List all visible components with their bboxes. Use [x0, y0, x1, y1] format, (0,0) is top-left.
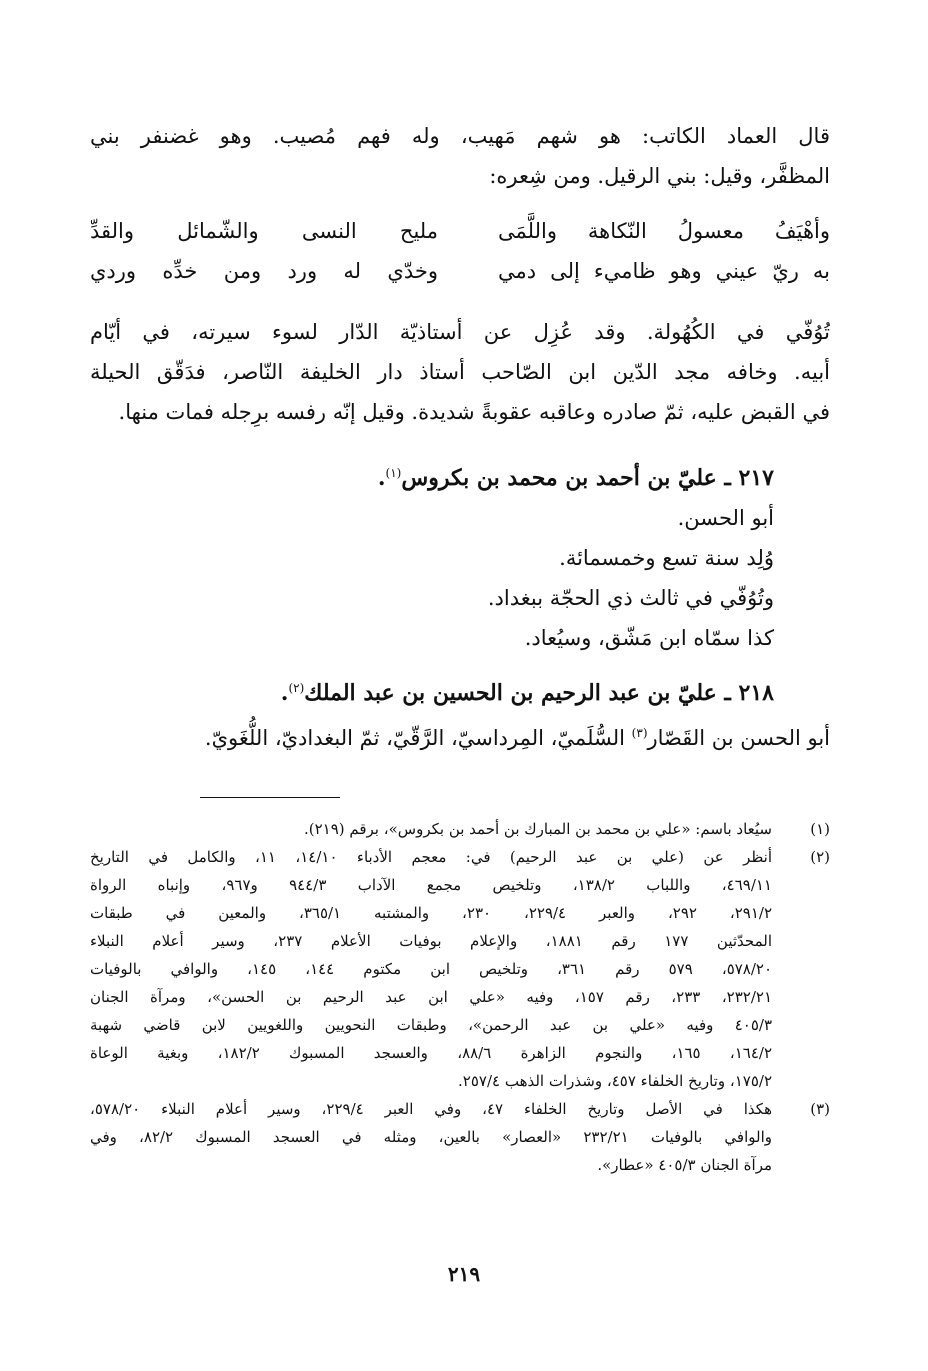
intro-line: المظفَّر، وقيل: بني الرقيل. ومن شِعره:: [489, 164, 830, 188]
entry-heading-end: .: [280, 680, 289, 706]
footnote-line: مرآة الجنان ٤٠٥/٣ «عطار».: [597, 1156, 772, 1174]
bio-paragraph: [90, 312, 830, 432]
entry-217: [90, 453, 830, 658]
footnote-line: أنظر عن (علي بن عبد الرحيم) في: معجم الأدباء ١٤/١٠، ١١، والكامل في التاريخ: [90, 848, 772, 866]
entry-heading-text: ٢١٨ ـ عليّ بن عبد الرحيم بن الحسين بن عبد الملك: [304, 680, 774, 706]
entry-heading-end: .: [377, 465, 386, 491]
entry-line: وتُوُفّي في ثالث ذي الحجّة ببغداد.: [487, 586, 774, 610]
page-number: ٢١٩: [447, 1262, 481, 1286]
footnote-number: (١): [810, 820, 830, 838]
entry-218: [90, 668, 830, 758]
bio-line: تُوُفّي في الكُهُولة. وقد عُزِل عن أستاذيّة الدّار لسوء سيرته، في أيّام: [90, 320, 830, 344]
entry-heading: [90, 668, 830, 713]
entry-line-text: السُّلَميّ، المِرداسيّ، الرَّقّيّ، ثمّ البغداديّ، اللُّغَويّ.: [204, 726, 632, 750]
footnote-line: ٢٣٢/٢١، ٢٣٣، رقم ١٥٧، وفيه «علي ابن عبد الرحيم بن الحسن»، ومرآة الجنان: [90, 988, 772, 1006]
footnote-line: المحدّثين ١٧٧ رقم ١٨٨١، والإعلام بوفيات الأعلام ٢٣٧، وسير أعلام النبلاء: [90, 932, 772, 950]
footnote-number: (٢): [810, 848, 830, 866]
bio-line: أبيه. وخافه مجد الدّين ابن الصّاحب أستاذ دار الخليفة النّاصر، فدَقّق الحيلة: [90, 360, 830, 384]
footnotes: [90, 815, 830, 1179]
footnote-line: هكذا في الأصل وتاريخ الخلفاء ٤٧، وفي العبر ٢٢٩/٤، وسير أعلام النبلاء ٥٧٨/٢٠،: [90, 1100, 772, 1118]
footnote-number: (٣): [810, 1100, 830, 1118]
verse-first-hemistich: وأهْيَفُ معسولُ النّكاهة واللَّمَى: [498, 219, 830, 243]
entry-line: وُلِد سنة تسع وخمسمائة.: [559, 546, 774, 570]
footnote-line: ٥٧٨/٢٠، ٥٧٩ رقم ٣٦١، وتلخيص ابن مكتوم ١٤٤، ١٤٥، والوافي بالوفيات: [90, 960, 772, 978]
footnote-marker: (٣): [631, 726, 648, 740]
footnote-marker: (١): [385, 466, 402, 480]
entry-line-text: أبو الحسن بن القَصّار: [647, 726, 830, 750]
footnote-line: ١٧٥/٢، وتاريخ الخلفاء ٤٥٧، وشذرات الذهب ٢٥٧/٤.: [458, 1072, 772, 1090]
verse-first-hemistich: به ريّ عيني وهو ظاميء إلى دمي: [498, 259, 830, 283]
footnote-line: والوافي بالوفيات ٢٣٢/٢١ «العصار» بالعين، ومثله في العسجد المسبوك ٨٢/٢، وفي: [90, 1128, 772, 1146]
footnote: [90, 815, 830, 843]
verse-line: [90, 251, 830, 291]
intro-line: قال العماد الكاتب: هو شهم مَهيب، وله فهم مُصيب. وهو غضنفر بني: [90, 124, 830, 148]
poem: [90, 211, 830, 291]
bio-line: في القبض عليه، ثمّ صادره وعاقبه عقوبةً شديدة. وقيل إنّه رفسه برِجله فمات منها.: [118, 400, 830, 424]
verse-second-hemistich: وخدّي له ورد ومن خدِّه وردي: [90, 259, 438, 283]
intro-paragraph: [90, 116, 830, 196]
entry-line: أبو الحسن.: [677, 506, 774, 530]
footnote-line: ٤٠٥/٣ وفيه «علي بن عبد الرحمن»، وطبقات النحويين واللغويين لابن قاضي شهبة: [90, 1016, 772, 1034]
footnote-line: سيُعاد باسم: «علي بن محمد بن المبارك بن أحمد بن بكروس»، برقم (٢١٩).: [303, 820, 772, 838]
verse-second-hemistich: مليح النسى والشّمائل والقدِّ: [90, 219, 438, 243]
footnote-line: ٢٩١/٢، ٢٩٢، والعبر ٢٢٩/٤، ٢٣٠، والمشتبه ٣٦٥/١، والمعين في طبقات: [90, 904, 772, 922]
entry-line: [90, 713, 830, 758]
verse-line: [90, 211, 830, 251]
entry-heading: [90, 453, 830, 498]
entry-heading-text: ٢١٧ ـ عليّ بن أحمد بن محمد بن بكروس: [401, 465, 774, 491]
footnote-line: ١٦٤/٢، ١٦٥، والنجوم الزاهرة ٨٨/٦، والعسجد المسبوك ١٨٢/٢، وبغية الوعاة: [90, 1044, 772, 1062]
footnote: [90, 843, 830, 1095]
footnote: [90, 1095, 830, 1179]
footnote-marker: (٢): [288, 681, 305, 695]
footnote-separator: [200, 797, 340, 798]
entry-line: كذا سمّاه ابن مَشّق، وسيُعاد.: [524, 626, 774, 650]
footnote-line: ٤٦٩/١١، واللباب ١٣٨/٢، وتلخيص مجمع الآداب ٩٤٤/٣ و٩٦٧، وإنباه الرواة: [90, 876, 772, 894]
